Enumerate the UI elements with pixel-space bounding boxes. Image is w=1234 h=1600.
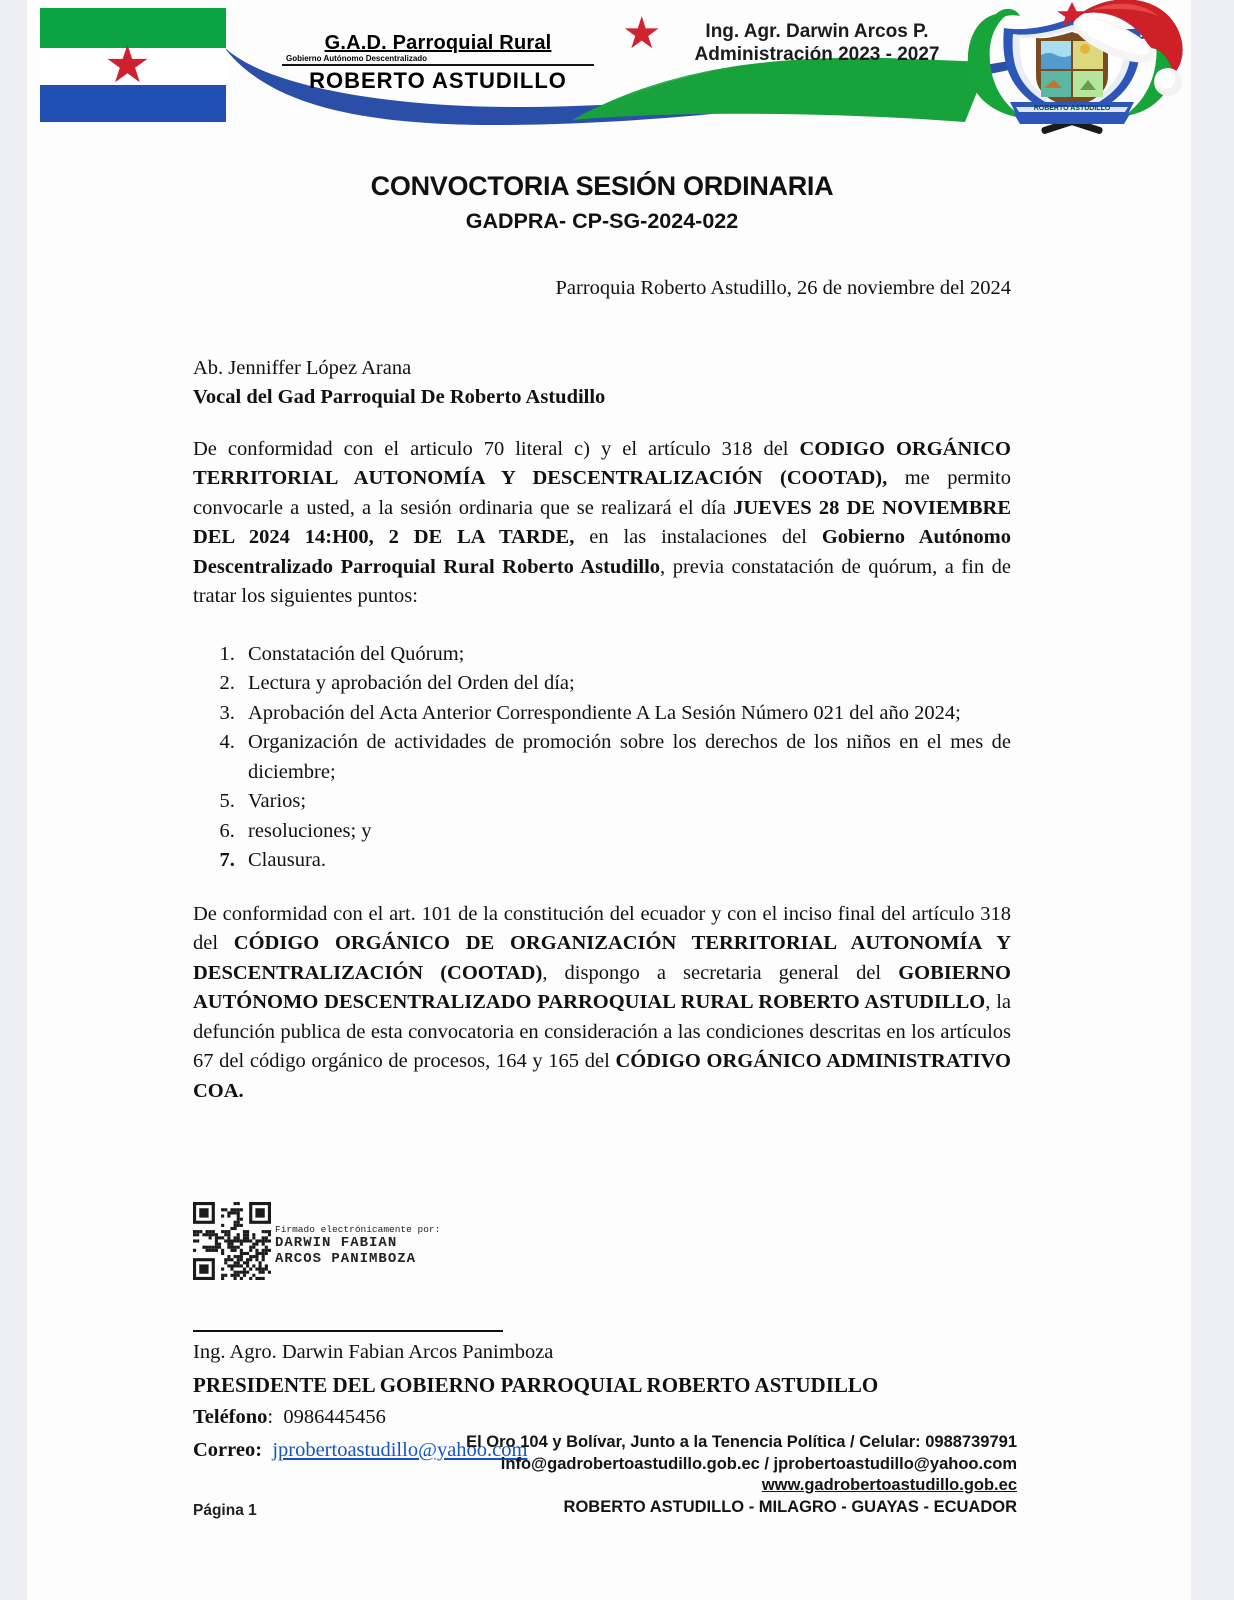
text-run: , la defunción publica de esta convocatoria en consideración a las condiciones descritas en los artículos 67 del código orgánico de procesos, 164 y 165 del bbox=[193, 991, 1011, 1072]
agenda-item: 3. Aprobación del Acta Anterior Correspondiente A La Sesión Número 021 del año 2024; bbox=[240, 699, 1011, 729]
agenda-list bbox=[193, 640, 1011, 876]
footer-website: www.gadrobertoastudillo.gob.ec bbox=[761, 1476, 1017, 1494]
crest-banner-text: ROBERTO ASTUDILLO bbox=[1033, 105, 1111, 112]
gad-rule bbox=[282, 64, 594, 66]
parish-flag bbox=[40, 8, 226, 122]
text-run: , previa constatación de quórum, a fin de tratar los siguientes puntos: bbox=[193, 555, 1011, 607]
agenda-item: 6. resoluciones; y bbox=[240, 817, 1011, 847]
agenda-item: 7. Clausura. bbox=[240, 846, 1011, 876]
gad-name: G.A.D. Parroquial Rural bbox=[324, 32, 552, 54]
recipient-role: Vocal del Gad Parroquial De Roberto Astudillo bbox=[193, 386, 606, 408]
text-run: en las instalaciones del bbox=[574, 526, 822, 548]
stamp-text-block bbox=[275, 1224, 440, 1267]
footer-address: El Oro 104 y Bolívar, Junto a la Tenencia Política / Celular: 0988739791 bbox=[466, 1433, 1017, 1451]
text-run: De conformidad con el art. 101 de la constitución del ecuador y con el inciso final del artículo 318 del bbox=[193, 902, 1011, 954]
phone-line: Teléfono: 0986445456 bbox=[193, 1406, 386, 1428]
administration-block bbox=[677, 20, 957, 66]
footer-location: ROBERTO ASTUDILLO - MILAGRO - GUAYAS - ECUADOR bbox=[563, 1497, 1017, 1516]
text-run: , dispongo a secretaria general del bbox=[542, 961, 899, 984]
agenda-item: 2. Lectura y aprobación del Orden del día; bbox=[240, 669, 1011, 699]
administration-period: Administración 2023 - 2027 bbox=[694, 44, 940, 65]
letter-content bbox=[27, 170, 1191, 1465]
dateline: Parroquia Roberto Astudillo, 26 de noviembre del 2024 bbox=[555, 277, 1011, 299]
stamp-caption: Firmado electrónicamente por: bbox=[275, 1224, 441, 1235]
recipient-name: Ab. Jenniffer López Arana bbox=[193, 356, 412, 379]
signer-role: PRESIDENTE DEL GOBIERNO PARROQUIAL ROBERTO ASTUDILLO bbox=[193, 1372, 879, 1397]
parish-crest bbox=[952, 0, 1191, 140]
footer-emails: info@gadrobertoastudillo.gob.ec / jprobertoastudillo@yahoo.com bbox=[500, 1454, 1017, 1473]
stamp-signer-name-2: ARCOS PANIMBOZA bbox=[275, 1251, 417, 1267]
bold-run: CODIGO ORGÁNICO TERRITORIAL AUTONOMÍA Y DESCENTRALIZACIÓN (COOTAD), bbox=[193, 437, 1011, 489]
flag-white-stripe bbox=[40, 34, 226, 95]
agenda-item: 4. Organización de actividades de promoción sobre los derechos de los niños en el mes de diciembre; bbox=[240, 728, 1011, 787]
stamp-signer-name-1: DARWIN FABIAN bbox=[275, 1235, 398, 1251]
bold-run: CÓDIGO ORGÁNICO DE ORGANIZACIÓN TERRITORIAL AUTONOMÍA Y DESCENTRALIZACIÓN (COOTAD) bbox=[193, 932, 1011, 984]
flag-star-icon: ★ bbox=[104, 34, 151, 95]
agenda-item: 5. Varios; bbox=[240, 787, 1011, 817]
header-star-icon: ★ bbox=[622, 8, 662, 59]
paragraph-convocation bbox=[193, 435, 1011, 612]
page-number: Página 1 bbox=[193, 1502, 257, 1519]
signer-name: Ing. Agro. Darwin Fabian Arcos Panimboza bbox=[193, 1341, 554, 1363]
letter-footer bbox=[297, 1432, 1017, 1518]
phone-label: Teléfono bbox=[193, 1406, 268, 1428]
email-label: Correo: bbox=[193, 1438, 263, 1461]
bold-run: Gobierno Autónomo Descentralizado Parroquial Rural Roberto Astudillo bbox=[193, 526, 1011, 578]
text-run: me permito convocarle a usted, a la sesión ordinaria que se realizará el día bbox=[193, 467, 1011, 519]
text-run: De conformidad con el articulo 70 literal c) y el artículo 318 del bbox=[193, 437, 800, 460]
electronic-signature-stamp bbox=[193, 1202, 1011, 1286]
administrator-name: Ing. Agr. Darwin Arcos P. bbox=[705, 21, 929, 42]
letterhead bbox=[27, 0, 1191, 145]
gad-parish-name: ROBERTO ASTUDILLO bbox=[309, 68, 567, 93]
bold-run: GOBIERNO AUTÓNOMO DESCENTRALIZADO PARROQUIAL RURAL ROBERTO ASTUDILLO bbox=[193, 961, 1012, 1013]
bold-run: CÓDIGO ORGÁNICO ADMINISTRATIVO COA. bbox=[193, 1050, 1011, 1102]
gad-subname: Gobierno Autónomo Descentralizado bbox=[286, 54, 428, 63]
document-page bbox=[27, 0, 1191, 1600]
qr-code bbox=[193, 1202, 271, 1280]
bold-run: JUEVES 28 DE NOVIEMBRE DEL 2024 14:H00, 2 DE LA TARDE, bbox=[193, 496, 1011, 548]
gad-title-block bbox=[282, 32, 594, 94]
email-link[interactable]: jprobertoastudillo@yahoo.com bbox=[272, 1438, 528, 1461]
letter-title: CONVOCTORIA SESIÓN ORDINARIA bbox=[370, 171, 834, 201]
paragraph-legal bbox=[193, 900, 1011, 1107]
phone-number: 0986445456 bbox=[283, 1406, 386, 1428]
signature-rule bbox=[193, 1330, 503, 1332]
recipient-block bbox=[193, 354, 1011, 413]
agenda-item: 1. Constatación del Quórum; bbox=[240, 640, 1011, 670]
letter-reference-code: GADPRA- CP-SG-2024-022 bbox=[465, 209, 739, 233]
